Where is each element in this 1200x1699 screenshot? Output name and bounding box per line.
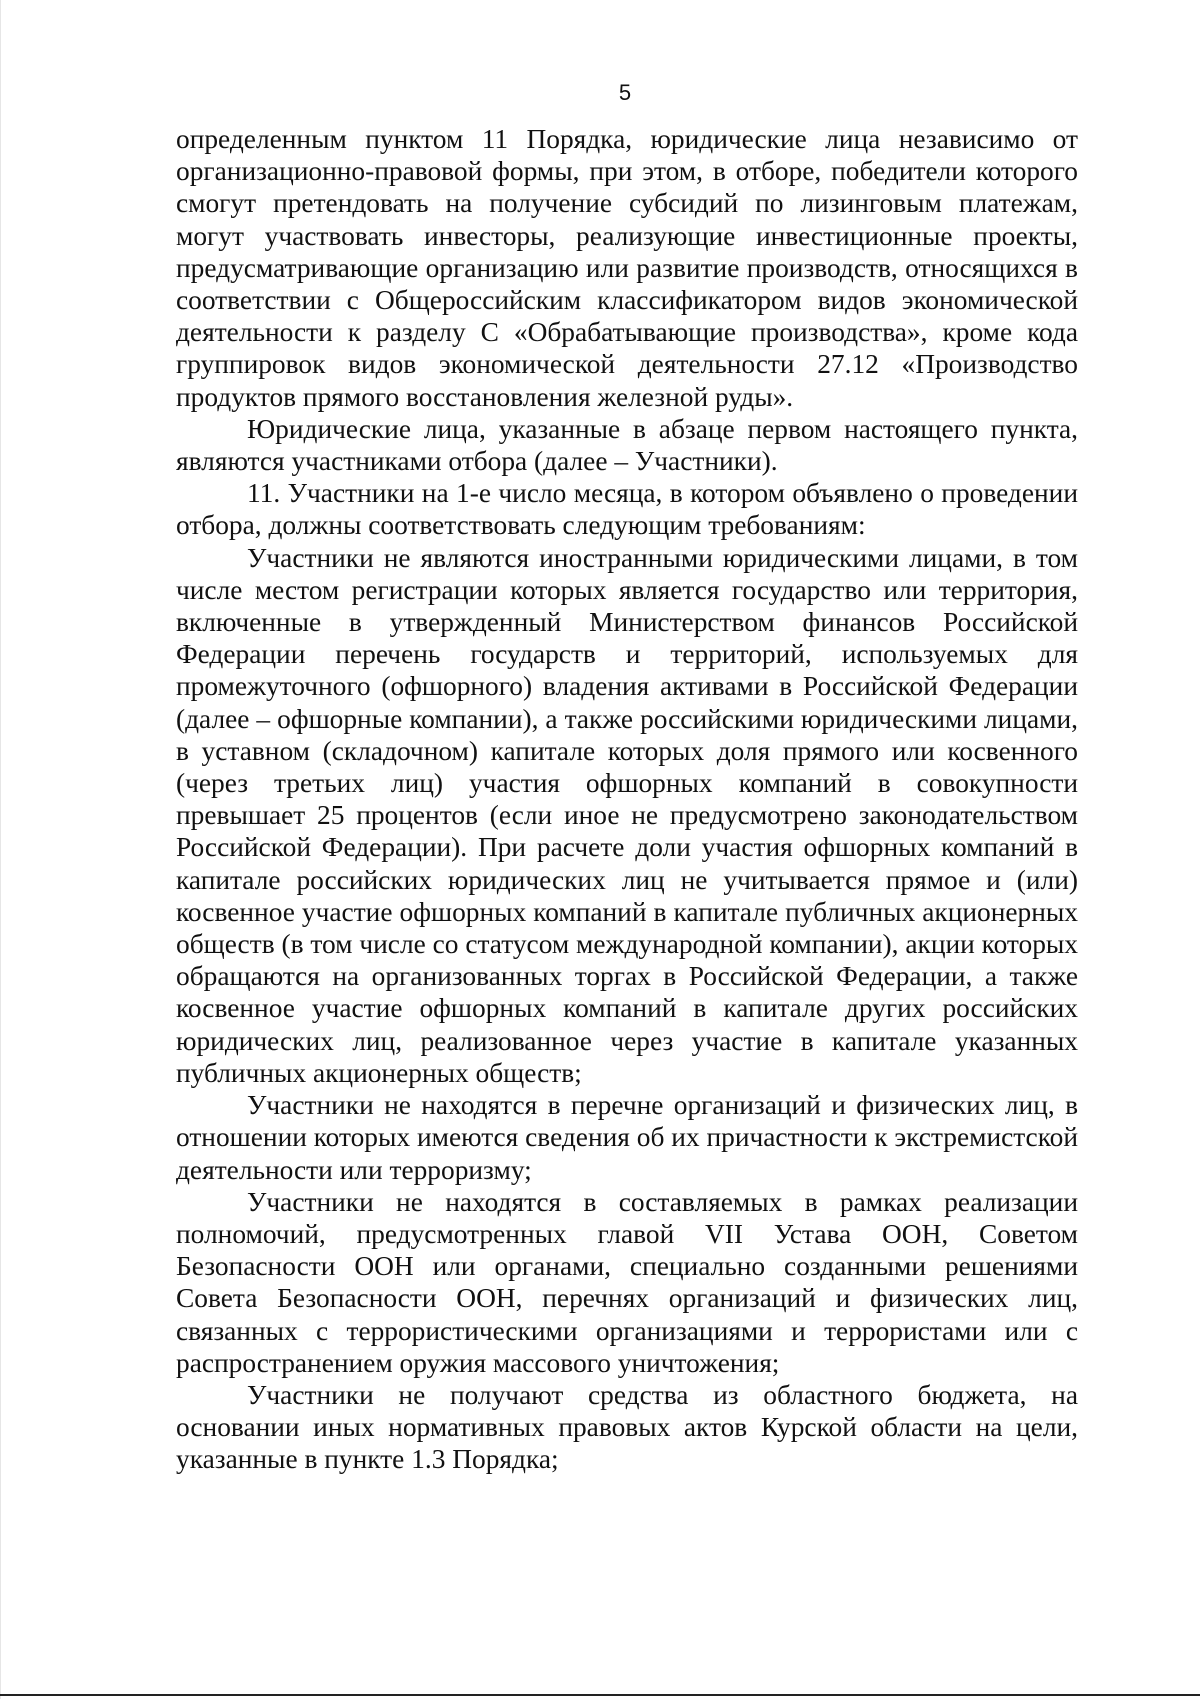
paragraph-continuation: определенным пунктом 11 Порядка, юридические лица независимо от организационно-правовой формы, при этом, в отборе, победители которого смогут претендовать на получение субсидий по лизинговым платежам, могут участвовать инвесторы, реализующие инвестиционные проекты, предусматривающие организацию или развитие производств, относящихся в соответствии с Общероссийским классификатором видов экономической деятельности к разделу С «Обрабатывающие производства», кроме кода группировок видов экономической деятельности 27.12 «Производство продуктов прямого восстановления железной руды». bbox=[176, 124, 1078, 412]
paragraph-un-sanctions-requirement: Участники не находятся в составляемых в рамках реализации полномочий, предусмотренных главой VII Устава ООН, Советом Безопасности ООН или органами, специально созданными решениями Совета Безопасности ООН, перечнях организаций и физических лиц, связанных с террористическими организациями и террористами или с распространением оружия массового уничтожения; bbox=[176, 1186, 1078, 1378]
page-number: 5 bbox=[618, 80, 632, 105]
document-body bbox=[176, 123, 1078, 1476]
scan-edge bbox=[0, 0, 1, 1699]
bottom-border-line bbox=[0, 1694, 1200, 1696]
paragraph-extremism-requirement: Участники не находятся в перечне организаций и физических лиц, в отношении которых имеются сведения об их причастности к экстремистской деятельности или терроризму; bbox=[176, 1090, 1078, 1185]
paragraph-offshore-requirement: Участники не являются иностранными юридическими лицами, в том числе местом регистрации которых является государство или территория, включенные в утвержденный Министерством финансов Российской Федерации перечень государств и территорий, используемых для промежуточного (офшорного) владения активами в Российской Федерации (далее – офшорные компании), а также российскими юридическими лицами, в уставном (складочном) капитале которых доля прямого или косвенного (через третьих лиц) участия офшорных компаний в совокупности превышает 25 процентов (если иное не предусмотрено законодательством Российской Федерации). При расчете доли участия офшорных компаний в капитале российских юридических лиц не учитывается прямое и (или) косвенное участие офшорных компаний в капитале публичных акционерных обществ (в том числе со статусом международной компании), акции которых обращаются на организованных торгах в Российской Федерации, а также косвенное участие офшорных компаний в капитале других российских юридических лиц, реализованное через участие в капитале указанных публичных акционерных обществ; bbox=[176, 542, 1078, 1088]
paragraph-budget-requirement: Участники не получают средства из областного бюджета, на основании иных нормативных правовых актов Курской области на цели, указанные в пункте 1.3 Порядка; bbox=[176, 1379, 1078, 1475]
paragraph-participants-definition: Юридические лица, указанные в абзаце первом настоящего пункта, являются участниками отбора (далее – Участники). bbox=[176, 413, 1078, 477]
paragraph-item-11: 11. Участники на 1-е число месяца, в котором объявлено о проведении отбора, должны соответствовать следующим требованиям: bbox=[176, 478, 1078, 541]
